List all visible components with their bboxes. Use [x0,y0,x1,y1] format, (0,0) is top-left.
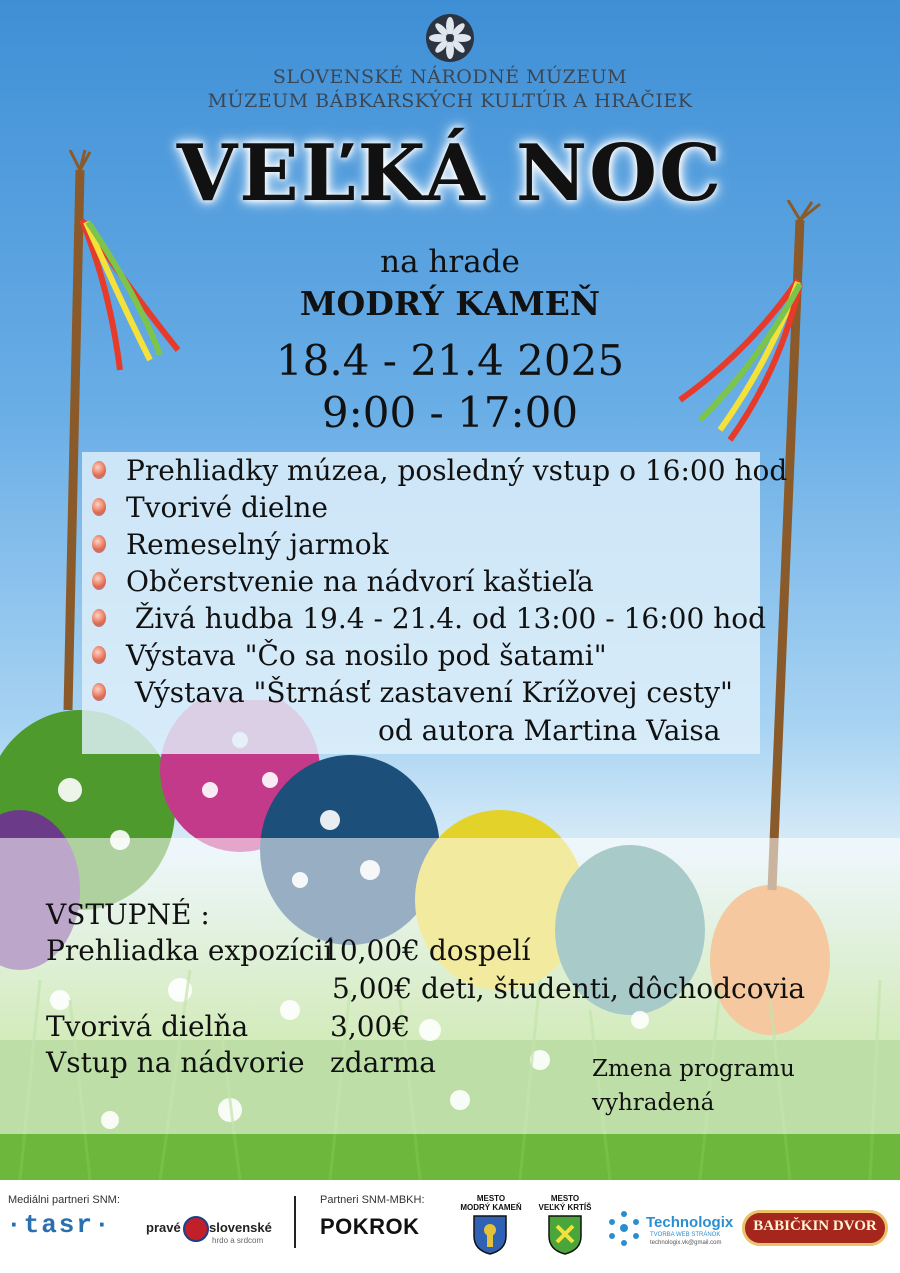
price-row1-label: Prehliadka expozícií [46,934,333,967]
pokrok-logo: POKROK [320,1214,420,1239]
price-heading: VSTUPNÉ : [46,898,210,931]
technologix-email: technologix.vk@gmail.com [650,1240,722,1246]
partners-label: Partneri SNM-MBKH: [320,1194,425,1206]
price-row1-value: 10,00€ dospelí [322,934,531,967]
prave-logo-text: pravé [146,1220,181,1235]
media-partners-label: Mediálni partneri SNM: [8,1194,120,1206]
technologix-tagline: TVORBA WEB STRÁNOK [650,1232,721,1238]
technologix-logo: Technologix [646,1214,734,1231]
mesto-velky-krtis-label: MESTO VEĽKÝ KRTÍŠ [538,1194,592,1212]
program-item: Občerstvenie na nádvorí kaštieľa [92,565,594,598]
program-item: Výstava "Štrnásť zastavení Krížovej cesty" [92,676,733,709]
price-row3-value: zdarma [330,1046,436,1079]
modry-kamen-coat-of-arms-icon [472,1214,508,1256]
price-row3-label: Vstup na nádvorie [46,1046,305,1079]
program-item: Prehliadky múzea, posledný vstup o 16:00 hod [92,454,787,487]
event-dates: 18.4 - 21.4 2025 [275,336,625,385]
program-item-author: od autora Martina Vaisa [378,714,721,747]
price-row1b-value: 5,00€ deti, študenti, dôchodcovia [332,972,806,1005]
program-item: Výstava "Čo sa nosilo pod šatami" [92,639,607,672]
egg-bullet-icon [92,646,106,664]
mesto-modry-kamen-label: MESTO MODRÝ KAMEŇ [460,1194,522,1212]
museum-name-line1: SLOVENSKÉ NÁRODNÉ MÚZEUM [272,66,628,88]
event-subtitle: na hrade [380,244,520,280]
event-title: VEĽKÁ NOC [176,128,724,219]
program-item: Tvorivé dielne [92,491,328,524]
slovenske-tagline: hrdo a srdcom [212,1236,264,1245]
event-hours: 9:00 - 17:00 [321,388,579,437]
footer-divider [294,1196,296,1248]
partners-footer [0,1180,900,1273]
technologix-dots-icon [604,1208,644,1248]
egg-bullet-icon [92,535,106,553]
egg-bullet-icon [92,609,106,627]
egg-bullet-icon [92,461,106,479]
note-line1: Zmena programu [592,1056,795,1082]
museum-name-line2: MÚZEUM BÁBKARSKÝCH KULTÚR A HRAČIEK [207,90,693,112]
egg-bullet-icon [92,498,106,516]
price-row2-label: Tvorivá dielňa [46,1010,249,1043]
slovenske-logo-text: slovenské [209,1220,272,1235]
program-box [82,452,788,754]
program-item: Remeselný jarmok [92,528,389,561]
price-row2-value: 3,00€ [330,1010,411,1043]
tasr-logo: ·tasr· [6,1210,112,1240]
velky-krtis-coat-of-arms-icon [547,1214,583,1256]
program-item: Živá hudba 19.4 - 21.4. od 13:00 - 16:00 hod [92,602,766,635]
egg-bullet-icon [92,683,106,701]
note-line2: vyhradená [592,1090,715,1116]
snm-flower-logo-icon [426,14,474,62]
egg-bullet-icon [92,572,106,590]
heart-badge-icon [183,1216,209,1242]
event-place: MODRÝ KAMEŇ [299,284,601,323]
babickin-dvor-logo: BABIČKIN DVOR [753,1218,877,1234]
